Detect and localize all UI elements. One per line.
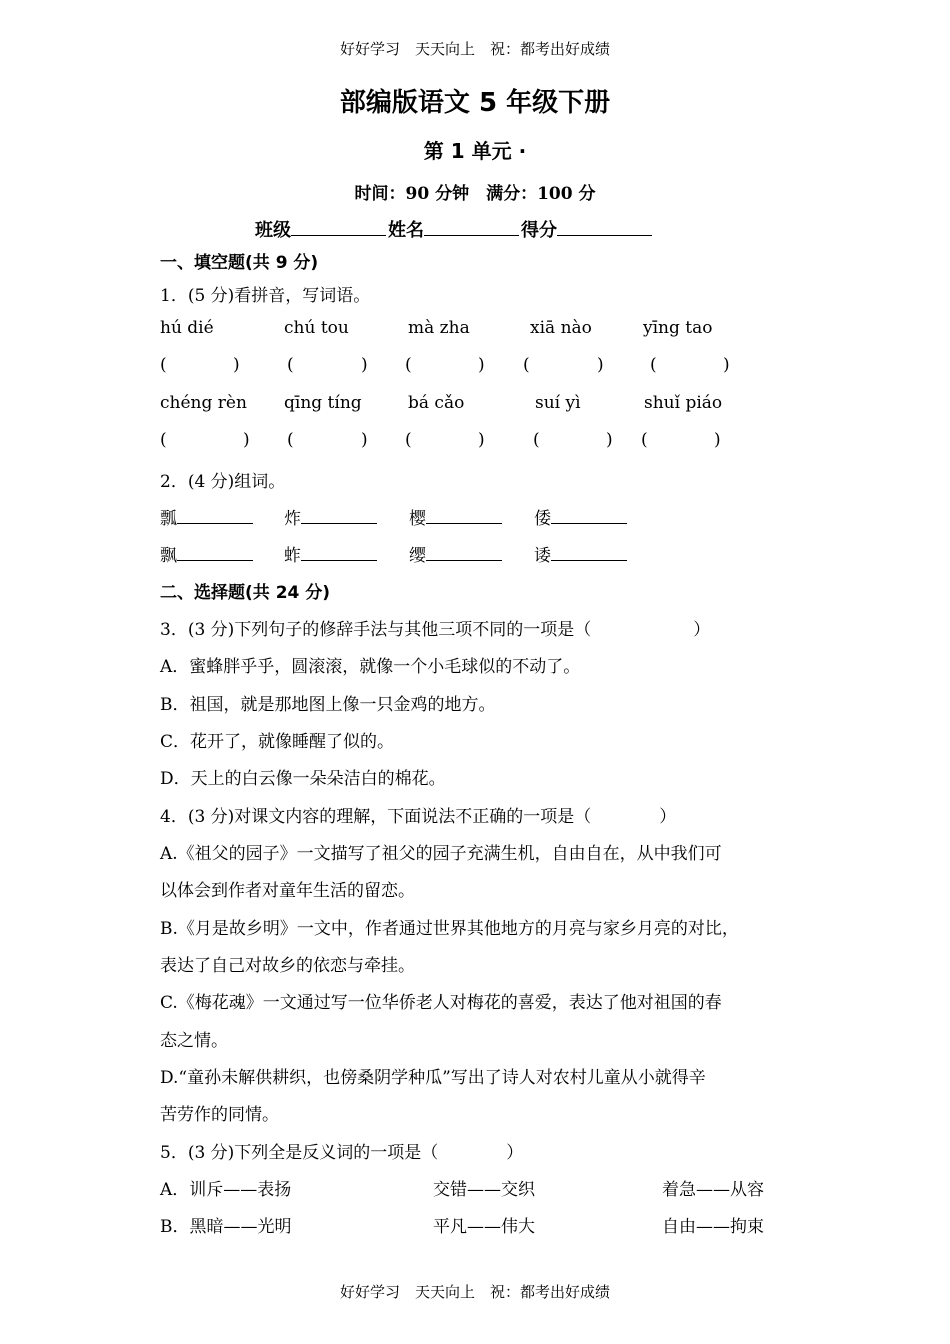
option-a-pair: 交错——交织: [433, 1180, 535, 1200]
blank-line[interactable]: [177, 546, 253, 561]
answer-paren-close: ): [478, 430, 485, 450]
pinyin-item: chéng rèn: [160, 393, 247, 413]
word-blank-item[interactable]: [409, 504, 502, 529]
question-1-stem: 1．(5 分)看拼音，写词语。: [160, 286, 371, 306]
class-label: 班级: [255, 220, 291, 241]
blank-line[interactable]: [301, 509, 377, 524]
answer-paren-close: ): [361, 430, 368, 450]
word-blank-item[interactable]: [160, 541, 253, 566]
answer-paren-close: ): [233, 355, 240, 375]
answer-paren-open: (: [160, 355, 167, 375]
answer-paren-open: (: [287, 355, 294, 375]
character: 樱: [409, 509, 426, 529]
option-a-cont: 以体会到作者对童年生活的留恋。: [160, 881, 415, 901]
word-blank-item[interactable]: [160, 504, 253, 529]
word-blank-item[interactable]: [534, 504, 627, 529]
option-d[interactable]: D.“童孙未解供耕织，也傍桑阴学种瓜”写出了诗人对农村儿童从小就得辛: [160, 1068, 706, 1088]
character: 炸: [284, 509, 301, 529]
pinyin-item: mà zha: [408, 318, 470, 338]
option-d-cont: 苦劳作的同情。: [160, 1105, 279, 1125]
blank-line[interactable]: [551, 509, 627, 524]
character: 蚱: [284, 546, 301, 566]
character: 诿: [534, 546, 551, 566]
answer-paren-close: ): [606, 430, 613, 450]
score-label: 得分: [521, 220, 557, 241]
option-b[interactable]: B．黑暗——光明: [160, 1217, 292, 1237]
question-4-stem: 4．(3 分)对课文内容的理解，下面说法不正确的一项是（ ）: [160, 807, 677, 827]
question-5-stem: 5．(3 分)下列全是反义词的一项是（ ）: [160, 1143, 524, 1163]
page-footer: 好好学习 天天向上 祝：都考出好成绩: [339, 1283, 610, 1301]
answer-paren-open: (: [650, 355, 657, 375]
character: 倭: [534, 509, 551, 529]
section-fill-in: 一、填空题(共 9 分): [160, 253, 319, 273]
name-blank[interactable]: [424, 219, 519, 236]
option-c[interactable]: C.《梅花魂》一文通过写一位华侨老人对梅花的喜爱，表达了他对祖国的春: [160, 993, 722, 1013]
option-b-pair: 平凡——伟大: [433, 1217, 535, 1237]
option-b-pair: 自由——拘束: [662, 1217, 764, 1237]
word-blank-item[interactable]: [284, 541, 377, 566]
character: 飘: [160, 546, 177, 566]
score-blank[interactable]: [557, 219, 652, 236]
option-b-cont: 表达了自己对故乡的依恋与牵挂。: [160, 956, 415, 976]
option-c-cont: 态之情。: [160, 1031, 228, 1051]
answer-paren-close: ): [714, 430, 721, 450]
blank-line[interactable]: [177, 509, 253, 524]
option-a[interactable]: A．训斥——表扬: [160, 1180, 292, 1200]
option-d[interactable]: D．天上的白云像一朵朵洁白的棉花。: [160, 769, 446, 789]
student-info: [255, 216, 654, 242]
pinyin-item: yīng tao: [643, 318, 713, 338]
word-blank-item[interactable]: [409, 541, 502, 566]
word-blank-item[interactable]: [534, 541, 627, 566]
character: 瓢: [160, 509, 177, 529]
page-title: 部编版语文 5 年级下册: [339, 88, 611, 118]
answer-paren-close: ): [597, 355, 604, 375]
option-b[interactable]: B．祖国，就是那地图上像一只金鸡的地方。: [160, 695, 496, 715]
answer-paren-open: (: [641, 430, 648, 450]
class-blank[interactable]: [291, 219, 386, 236]
blank-line[interactable]: [426, 546, 502, 561]
answer-paren-open: (: [405, 430, 412, 450]
option-c[interactable]: C．花开了，就像睡醒了似的。: [160, 732, 395, 752]
pinyin-item: hú dié: [160, 318, 214, 338]
option-a-pair: 着急——从容: [662, 1180, 764, 1200]
pinyin-item: xiā nào: [530, 318, 592, 338]
option-a[interactable]: A.《祖父的园子》一文描写了祖父的园子充满生机，自由自在，从中我们可: [160, 844, 722, 864]
blank-line[interactable]: [426, 509, 502, 524]
pinyin-item: chú tou: [284, 318, 349, 338]
page-header: 好好学习 天天向上 祝：都考出好成绩: [339, 40, 610, 58]
pinyin-item: qīng tíng: [284, 393, 362, 413]
word-blank-item[interactable]: [284, 504, 377, 529]
answer-paren-open: (: [160, 430, 167, 450]
answer-paren-open: (: [405, 355, 412, 375]
exam-meta: 时间：90 分钟 满分：100 分: [354, 184, 596, 204]
blank-line[interactable]: [301, 546, 377, 561]
question-3-stem: 3．(3 分)下列句子的修辞手法与其他三项不同的一项是（ ）: [160, 620, 711, 640]
section-choice: 二、选择题(共 24 分): [160, 583, 331, 603]
option-b[interactable]: B.《月是故乡明》一文中，作者通过世界其他地方的月亮与家乡月亮的对比，: [160, 919, 739, 939]
answer-paren-close: ): [723, 355, 730, 375]
blank-line[interactable]: [551, 546, 627, 561]
answer-paren-close: ): [243, 430, 250, 450]
pinyin-item: bá cǎo: [408, 393, 465, 413]
answer-paren-open: (: [533, 430, 540, 450]
character: 缨: [409, 546, 426, 566]
pinyin-item: shuǐ piáo: [644, 393, 723, 413]
answer-paren-close: ): [478, 355, 485, 375]
answer-paren-close: ): [361, 355, 368, 375]
pinyin-item: suí yì: [535, 393, 581, 413]
option-a[interactable]: A．蜜蜂胖乎乎，圆滚滚，就像一个小毛球似的不动了。: [160, 657, 581, 677]
answer-paren-open: (: [287, 430, 294, 450]
unit-title: 第 1 单元 ·: [423, 139, 527, 163]
name-label: 姓名: [388, 220, 424, 241]
question-2-stem: 2．(4 分)组词。: [160, 472, 286, 492]
answer-paren-open: (: [523, 355, 530, 375]
